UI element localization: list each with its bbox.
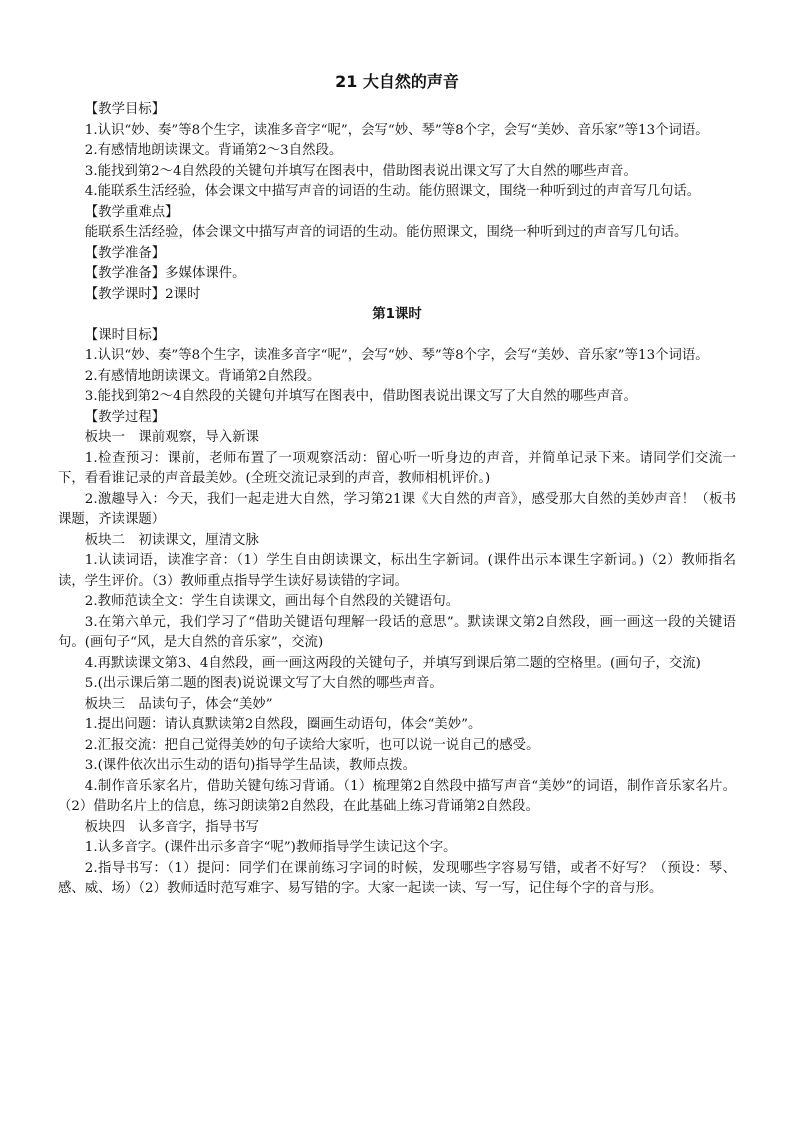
block-step: 5.(出示课后第二题的图表)说说课文写了大自然的哪些声音。 [84, 676, 443, 691]
goal-item: 2.有感情地朗读课文。背诵第2～3自然段。 [84, 143, 343, 158]
lesson-goal-item: 2.有感情地朗读课文。背诵第2自然段。 [84, 368, 321, 384]
goal-item: 1.认识“妙、奏”等8个生字，读准多音字“呢”，会写“妙、琴”等8个字，会写“美妙、音乐家”等13个词语。 [84, 122, 709, 138]
prep-heading: 【教学准备】 [84, 245, 166, 261]
key-points-text: 能联系生活经验，体会课文中描写声音的词语的生动。能仿照课文，围绕一种听到过的声音写几句话。 [84, 225, 688, 240]
block-step: 4.制作音乐家名片，借助关键句练习背诵。（1）梳理第2自然段中描写声音“美妙”的词语，制作音乐家名片。（2）借助名片上的信息，练习朗读第2自然段，在此基础上练习背诵第2自然段。 [58, 778, 736, 814]
block-step: 3.(课件依次出示生动的语句)指导学生品读，教师点拨。 [84, 758, 417, 773]
hours-line: 【教学课时】2课时 [84, 286, 201, 302]
lesson-title: 第1课时 [372, 307, 422, 322]
process-heading: 【教学过程】 [84, 409, 166, 425]
document-page [58, 70, 736, 900]
block-step: 1.提出问题：请认真默读第2自然段，圈画生动语句，体会“美妙”。 [84, 717, 482, 732]
block-step: 1.认多音字。(课件出示多音字“呢”)教师指导学生读记这个字。 [84, 840, 457, 855]
block-title: 板块一 课前观察，导入新课 [84, 430, 259, 445]
lesson-goal-item: 3.能找到第2～4自然段的关键句并填写在图表中，借助图表说出课文写了大自然的哪些声音。 [84, 389, 637, 404]
block-step: 2.汇报交流：把自己觉得美妙的句子读给大家听，也可以说一说自己的感受。 [84, 737, 540, 753]
document-title: 21 大自然的声音 [335, 72, 459, 91]
goals-heading: 【教学目标】 [84, 102, 166, 117]
block-step: 2.激趣导入：今天，我们一起走进大自然，学习第21课《大自然的声音》，感受那大自然的美妙声音！（板书课题，齐读课题） [58, 491, 736, 527]
prep-line: 【教学准备】多媒体课件。 [84, 266, 246, 281]
block-step: 1.认读词语，读准字音：（1）学生自由朗读课文，标出生字新词。(课件出示本课生字新词。)（2）教师指名读，学生评价。（3）教师重点指导学生读好易读错的字词。 [58, 553, 736, 589]
lesson-goals-heading: 【课时目标】 [84, 327, 166, 343]
lesson-goal-item: 1.认识“妙、奏”等8个生字，读准多音字“呢”，会写“妙、琴”等8个字，会写“美妙、音乐家”等13个词语。 [84, 348, 709, 363]
block-step: 4.再默读课文第3、4自然段，画一画这两段的关键句子，并填写到课后第二题的空格里。(画句子，交流) [84, 655, 701, 671]
key-points-heading: 【教学重难点】 [84, 204, 179, 220]
block-step: 2.教师范读全文：学生自读课文，画出每个自然段的关键语句。 [84, 594, 460, 609]
goal-item: 3.能找到第2～4自然段的关键句并填写在图表中，借助图表说出课文写了大自然的哪些声音。 [84, 163, 637, 179]
block-title: 板块三 品读句子，体会“美妙” [84, 696, 273, 712]
block-title: 板块四 认多音字，指导书写 [84, 819, 259, 835]
goal-item: 4.能联系生活经验，体会课文中描写声音的词语的生动。能仿照课文，围绕一种听到过的声音写几句话。 [84, 184, 701, 199]
block-step: 3.在第六单元，我们学习了“借助关键语句理解一段话的意思”。默读课文第2自然段，画一画这一段的关键语句。(画句子“风，是大自然的音乐家”，交流) [58, 614, 736, 650]
block-step: 1.检查预习：课前，老师布置了一项观察活动：留心听一听身边的声音，并简单记录下来。请同学们交流一下，看看谁记录的声音最美妙。(全班交流记录到的声音，教师相机评价。) [58, 450, 736, 486]
block-step: 2.指导书写：（1）提问：同学们在课前练习字词的时候，发现哪些字容易写错，或者不好写？（预设：琴、感、威、场）（2）教师适时范写难字、易写错的字。大家一起读一读、写一写，记住每个字的音与形。 [58, 860, 736, 896]
block-title: 板块二 初读课文，厘清文脉 [84, 532, 259, 548]
